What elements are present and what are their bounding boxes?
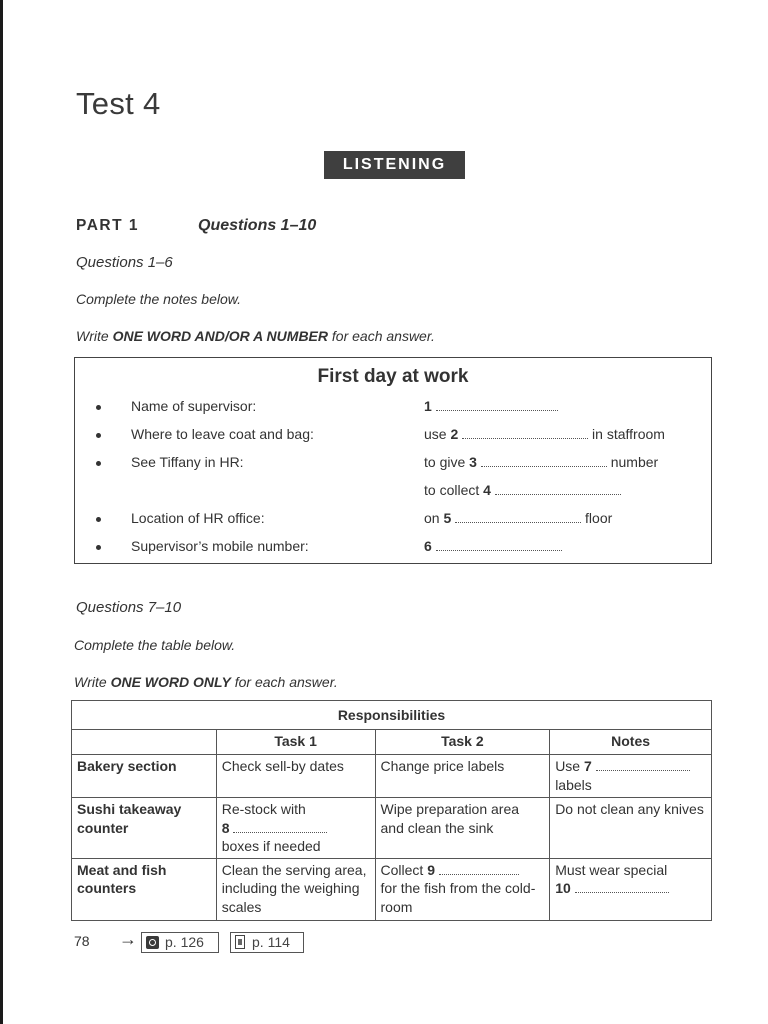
test-title: Test 4 [76,86,161,121]
notes-row [75,426,711,446]
table-header-notes: Notes [550,730,712,755]
part-label: PART 1 [76,217,139,234]
listening-badge: LISTENING [324,151,465,179]
section1-heading: Questions 1–6 [76,254,173,271]
row-section: Sushi takeaway counter [72,798,217,859]
notes-title: First day at work [317,366,469,387]
notes-row-label: Supervisor’s mobile number: [131,538,309,554]
transcript-reference[interactable] [230,932,304,953]
row-task2: Wipe preparation area and clean the sink [375,798,550,859]
notes-row [75,398,711,418]
row-task2: Collect 9 for the fish from the cold-room [375,858,550,920]
answer-blank-5[interactable] [455,510,581,523]
transcript-icon [235,935,245,949]
page-binding-edge [0,0,3,1024]
notes-row-answer: use 2 in staffroom [424,426,665,442]
section1-instruction: Complete the notes below. [76,291,241,307]
row-task1: Re-stock with 8 boxes if needed [216,798,375,859]
table-header-blank [72,730,217,755]
row-section: Meat and fish counters [72,858,217,920]
notes-row-label: See Tiffany in HR: [131,454,244,470]
notes-row-label: Where to leave coat and bag: [131,426,314,442]
row-task1: Clean the serving area, including the weighing scales [216,858,375,920]
answer-blank-1[interactable] [436,398,558,411]
row-task1: Check sell-by dates [216,755,375,798]
notes-row-answer: to give 3 number [424,454,659,470]
notes-row-label: Name of supervisor: [131,398,257,414]
arrow-right-icon: → [119,929,137,949]
bullet-icon [96,517,101,522]
table-header-task1: Task 1 [216,730,375,755]
bullet-icon [96,545,101,550]
notes-row-answer: 6 [424,538,562,554]
notes-box [74,357,712,564]
answer-key-icon [146,936,159,949]
part-questions: Questions 1–10 [198,217,317,234]
row-task2: Change price labels [375,755,550,798]
bullet-icon [96,405,101,410]
answer-blank-3[interactable] [481,454,607,467]
answer-key-page: p. 126 [165,934,204,950]
notes-row [75,482,711,502]
notes-row [75,510,711,530]
answer-blank-10[interactable] [575,880,669,893]
answer-blank-7[interactable] [596,758,690,771]
table-title: Responsibilities [72,701,712,730]
answer-blank-9[interactable] [439,862,519,875]
row-section: Bakery section [72,755,217,798]
table-header-task2: Task 2 [375,730,550,755]
table-row [72,858,712,920]
notes-row-answer: 1 [424,398,558,414]
table-title-row [72,701,712,730]
table-row [72,798,712,859]
row-notes: Must wear special 10 [550,858,712,920]
page-number: 78 [74,933,90,949]
transcript-page: p. 114 [252,934,290,950]
section2-instruction: Complete the table below. [74,637,236,653]
answer-blank-4[interactable] [495,482,621,495]
section1-write-instruction: Write ONE WORD AND/OR A NUMBER for each answer. [76,328,435,344]
notes-row [75,538,711,558]
table-row [72,755,712,798]
notes-row-answer: on 5 floor [424,510,613,526]
section2-heading: Questions 7–10 [76,599,182,616]
notes-row [75,454,711,474]
row-notes: Do not clean any knives [550,798,712,859]
answer-blank-2[interactable] [462,426,588,439]
answer-blank-6[interactable] [436,538,562,551]
answer-blank-8[interactable] [233,820,327,833]
row-notes: Use 7 labels [550,755,712,798]
bullet-icon [96,461,101,466]
table-header-row [72,730,712,755]
notes-row-answer: to collect 4 [424,482,621,498]
responsibilities-table [71,700,712,921]
bullet-icon [96,433,101,438]
notes-row-label: Location of HR office: [131,510,265,526]
answer-key-reference[interactable] [141,932,219,953]
section2-write-instruction: Write ONE WORD ONLY for each answer. [74,674,338,690]
